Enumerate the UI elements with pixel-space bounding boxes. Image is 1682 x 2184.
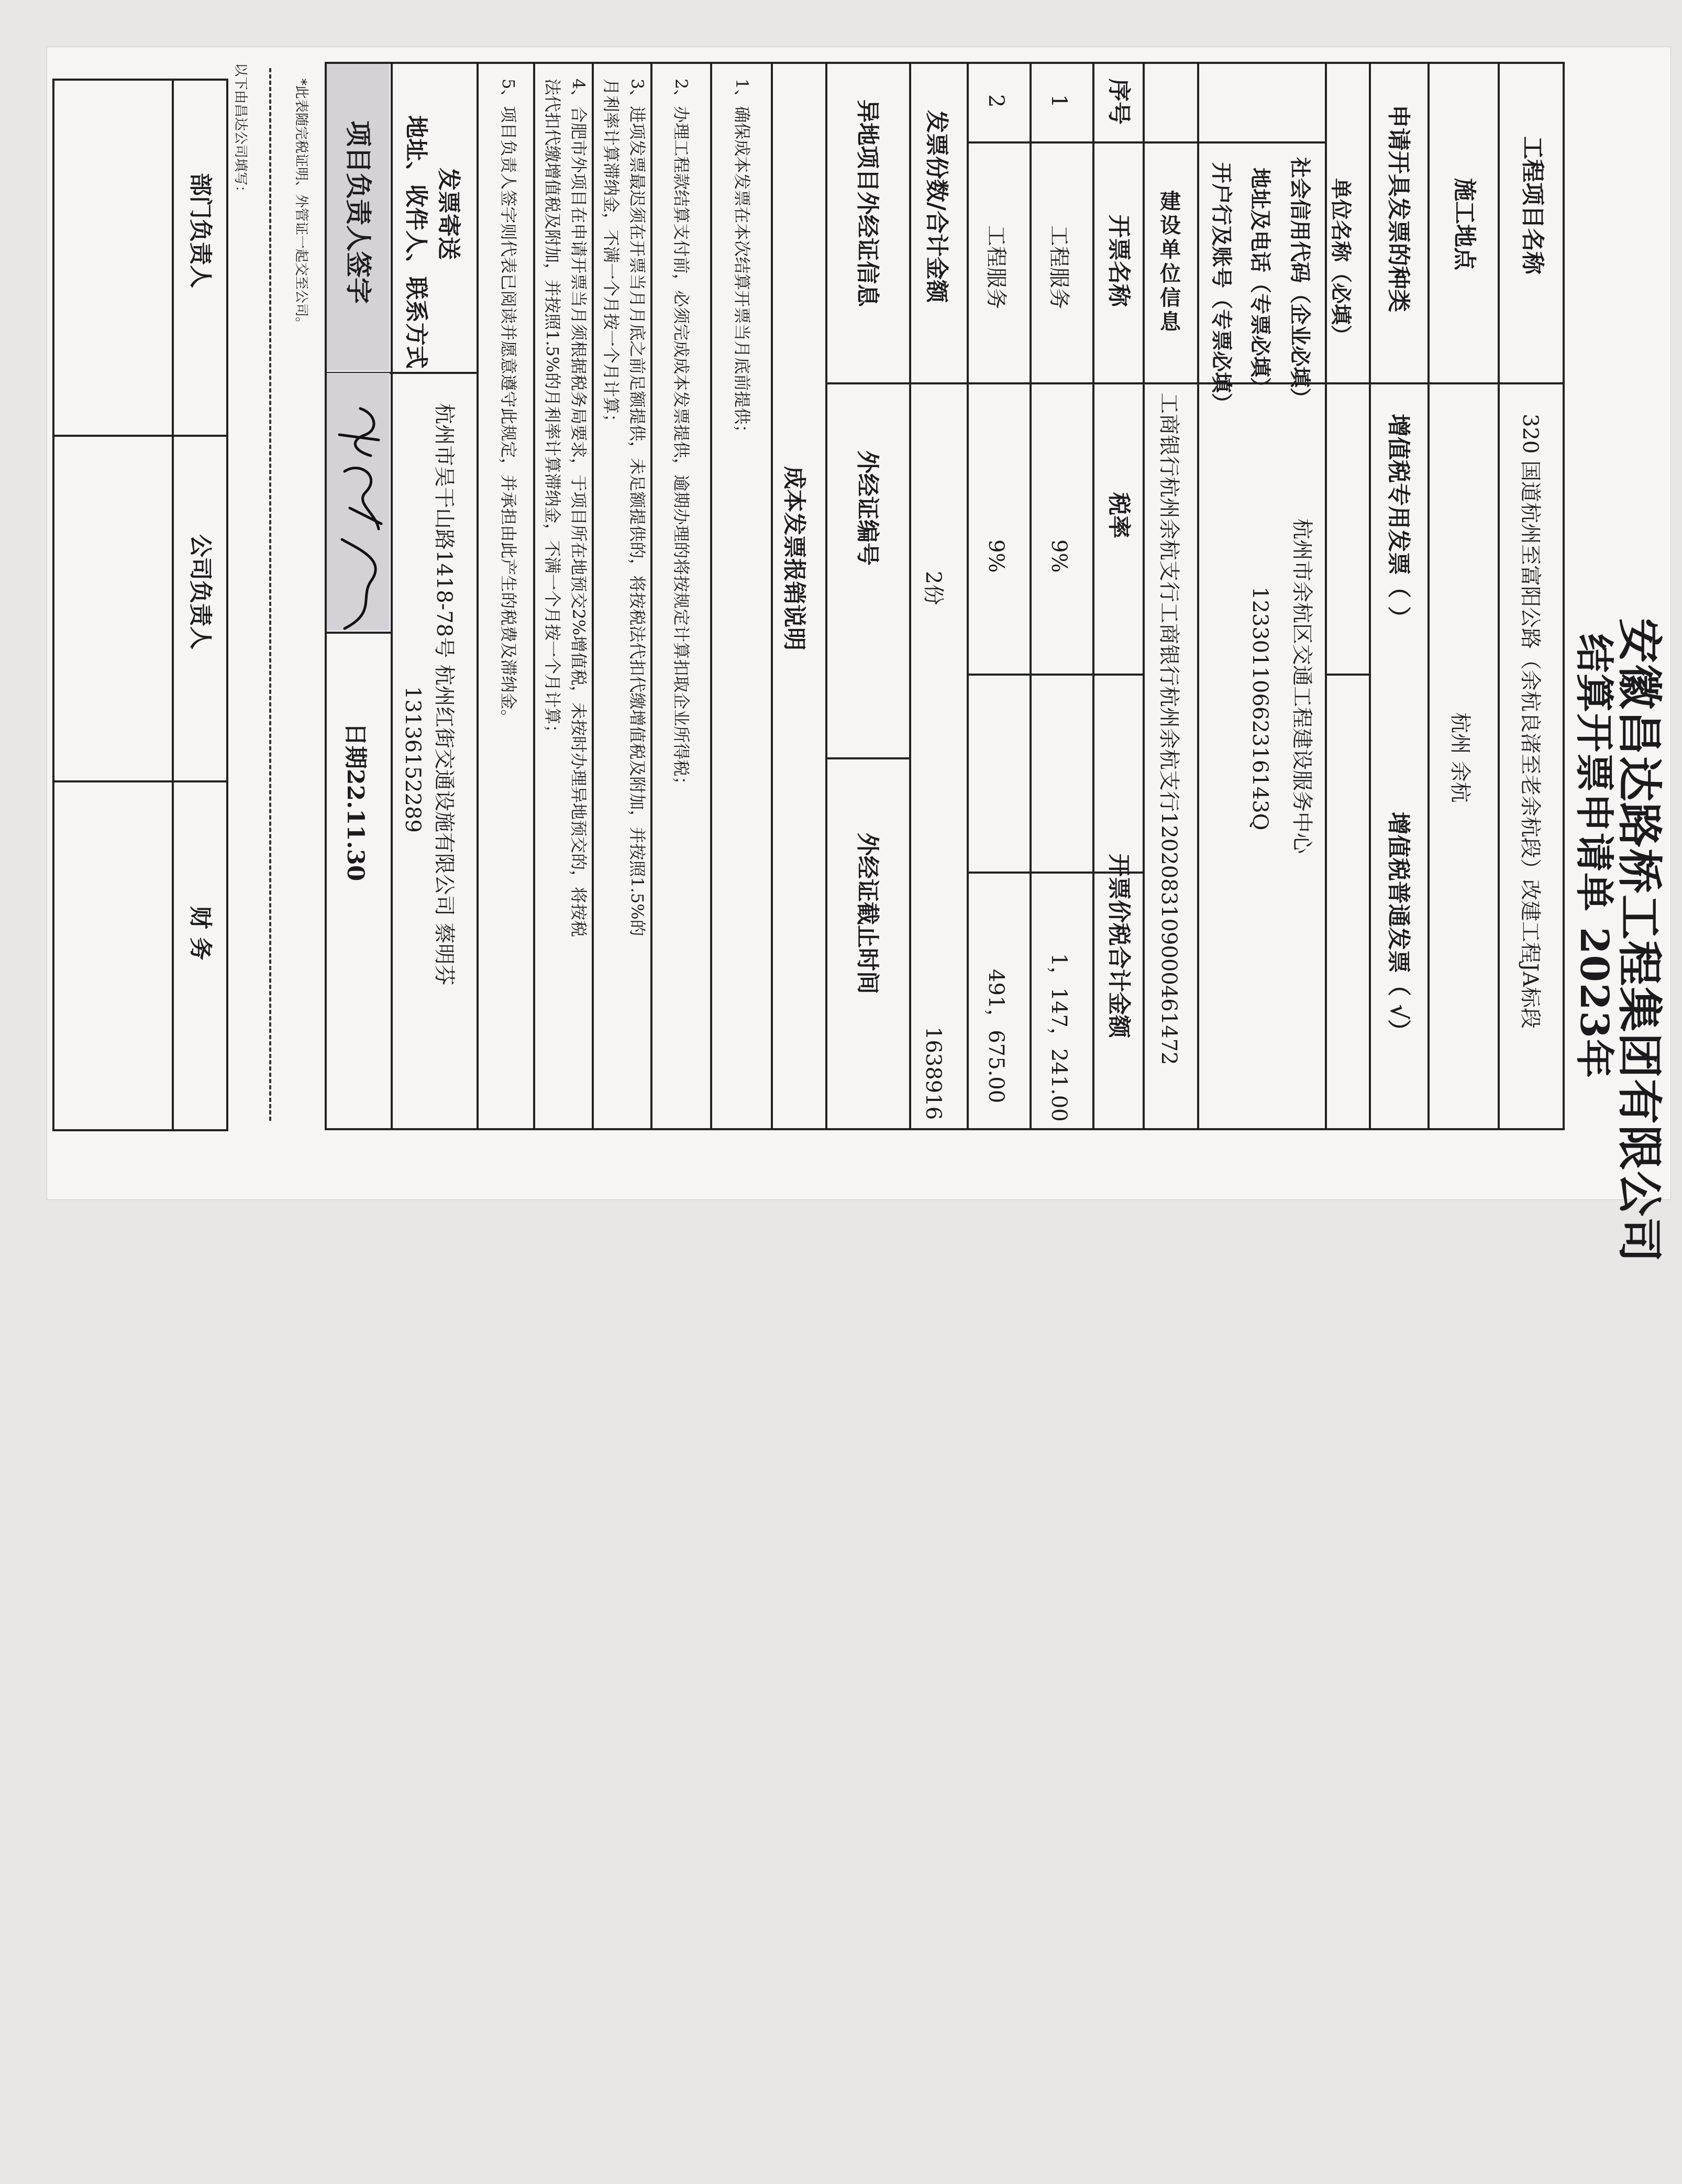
row1-rate[interactable]: 9%	[1047, 539, 1071, 573]
builder-char: 位	[1160, 261, 1181, 286]
outside-deadline-label: 外经证截止时间	[854, 833, 881, 994]
header-seq: 序号	[1105, 79, 1132, 125]
total-amount[interactable]: 1638916	[921, 1027, 945, 1120]
project-name-label: 工程项目名称	[1519, 136, 1546, 274]
company-title: 安徽昌达路桥工程集团有限公司	[1613, 618, 1666, 1263]
note-2: 2、办理工程款结算支付前，必须完成成本发票提供，逾期办理的将按规定计算扣取企业所得税；	[671, 79, 691, 793]
split	[825, 382, 909, 384]
split	[909, 382, 967, 384]
divider	[592, 62, 594, 1130]
header-rate: 税率	[1105, 492, 1132, 538]
split	[967, 382, 1143, 384]
divider	[909, 62, 911, 1130]
cost-heading: 成本发票报销说明	[781, 466, 807, 650]
split	[391, 372, 477, 374]
total-label: 发票份数/合计金额	[923, 110, 950, 303]
note-3b: 月利率计算滞纳金，不满一个月按一个月计算；	[601, 79, 621, 431]
row2-name[interactable]: 工程服务	[984, 225, 1008, 309]
finance-label: 财 务	[187, 906, 214, 961]
approval-border	[226, 79, 228, 1131]
divider	[47, 47, 48, 1116]
footer-note-2: 以下由昌达公司填写：	[233, 63, 248, 200]
split	[1325, 382, 1564, 384]
divider	[1092, 62, 1094, 1130]
builder-char: 息	[1160, 310, 1181, 334]
row2-rate[interactable]: 9%	[984, 539, 1008, 573]
site-label: 施工地点	[1451, 178, 1478, 270]
mail-address[interactable]: 杭州市吴干山路1418-78号 杭州红街交通设施有限公司 蔡明芬	[432, 403, 456, 986]
form-sheet	[47, 47, 1670, 1263]
bank-account-value[interactable]: 工商银行杭州余杭支行工商银行杭州余杭支行1202083109000461472	[1157, 393, 1181, 1065]
row2-amount[interactable]: 491，675.00	[984, 969, 1008, 1104]
divider	[1143, 62, 1145, 1130]
invoice-type-label: 申请开具发票的种类	[1385, 105, 1412, 312]
builder-char: 信	[1160, 285, 1181, 310]
address-phone-label: 地址及电话（专票必填）	[1248, 168, 1272, 398]
divider	[1498, 62, 1500, 1130]
approval-border	[52, 79, 54, 1131]
sign-label: 项目负责人签字	[343, 120, 374, 304]
divider	[771, 62, 773, 1130]
row1-name[interactable]: 工程服务	[1047, 225, 1071, 309]
outside-project-label: 异地项目外经证信息	[854, 100, 881, 307]
note-4a: 4、合肥市外项目在申请开票当月须根据税务局要求，于项目所在地预交2%增值税，未按时办理异地预交的，将按税	[569, 79, 589, 937]
row1-seq: 1	[1047, 94, 1071, 108]
bank-account-label: 开户行及账号（专票必填）	[1209, 162, 1234, 414]
divider	[1428, 62, 1430, 1130]
divider	[1197, 62, 1199, 1130]
dept-head-label: 部门负责人	[187, 173, 214, 288]
mail-label-2: 地址、收件人、联系方式	[403, 115, 429, 369]
header-name: 开票名称	[1105, 215, 1132, 307]
builder-group-label	[1147, 152, 1194, 372]
approval-border	[52, 1129, 228, 1131]
sign-date[interactable]: 日期22.11.30	[342, 723, 369, 881]
split	[1325, 674, 1369, 676]
copies-value[interactable]: 2份	[921, 571, 945, 605]
approval-border	[52, 79, 228, 81]
project-name-value[interactable]: 320 国道杭州至富阳公路（余杭良渚至老余杭段）改建工程JA标段	[1518, 414, 1542, 1029]
divider	[650, 62, 652, 1130]
builder-char: 单	[1160, 237, 1181, 262]
split	[825, 757, 909, 759]
header-amount: 开票价税合计金额	[1105, 854, 1132, 1038]
split	[1143, 141, 1325, 144]
builder-name-value[interactable]: 杭州市余杭区交通工程建设服务中心	[1290, 519, 1314, 854]
cut-line	[269, 68, 271, 1121]
mail-label-1: 发票寄送	[435, 168, 462, 260]
row2-seq: 2	[984, 94, 1008, 108]
divider	[1325, 62, 1327, 1130]
approval-divider	[52, 780, 228, 782]
approval-divider	[172, 79, 174, 1131]
footer-note-1: *此表随完税证明、外管证一起交至公司。	[293, 79, 309, 331]
note-1: 1、确保成本发票在本次结算开票当月底前提供；	[732, 79, 752, 442]
divider	[825, 62, 827, 1130]
border-top	[325, 62, 1565, 64]
builder-char: 建	[1160, 189, 1181, 214]
divider	[710, 62, 712, 1130]
form-title: 结算开票申请单	[1572, 634, 1617, 912]
divider	[1369, 62, 1371, 1130]
form-year: 2023年	[1572, 927, 1617, 1079]
border-right	[1563, 62, 1565, 1130]
credit-code-label: 社会信用代码（企业必填）	[1288, 157, 1312, 409]
border-bottom	[325, 1128, 1565, 1130]
handwritten-signature	[329, 403, 392, 634]
divider	[477, 62, 479, 1130]
invoice-type-special[interactable]: 增值税专用发票（ ）	[1385, 414, 1412, 630]
site-value[interactable]: 杭州 余杭	[1448, 712, 1472, 803]
divider	[1030, 62, 1032, 1130]
divider	[533, 62, 535, 1130]
company-head-label: 公司负责人	[187, 534, 214, 649]
invoice-type-ordinary[interactable]: 增值税普通发票（ √）	[1385, 812, 1412, 1043]
split	[967, 141, 1143, 144]
mail-phone[interactable]: 13136152289	[401, 686, 425, 833]
divider	[47, 1116, 48, 2184]
credit-code-value[interactable]: 12330110662316143Q	[1248, 587, 1272, 831]
approval-divider	[52, 435, 228, 437]
builder-name-label: 单位名称（必填）	[1329, 178, 1353, 346]
builder-char: 设	[1160, 213, 1181, 238]
outside-number-label: 外经证编号	[854, 450, 881, 566]
note-4b: 法代扣代缴增值税及附加，并按照1.5%的月利率计算滞纳金，不满一个月按一个月计算；	[543, 79, 562, 742]
split	[967, 674, 1143, 676]
note-3a: 3、进项发票最迟须在开票当月月底之前足额提供，未足额提供的，将按税法代扣代缴增值税及附加，并按照1.5%的	[627, 79, 647, 936]
divider	[967, 62, 969, 1130]
note-5: 5、项目负责人签字则代表已阅读并愿意遵守此规定，并承担由此产生的税费及滞纳金。	[499, 79, 518, 726]
row1-amount[interactable]: 1，147，241.00	[1047, 953, 1071, 1122]
